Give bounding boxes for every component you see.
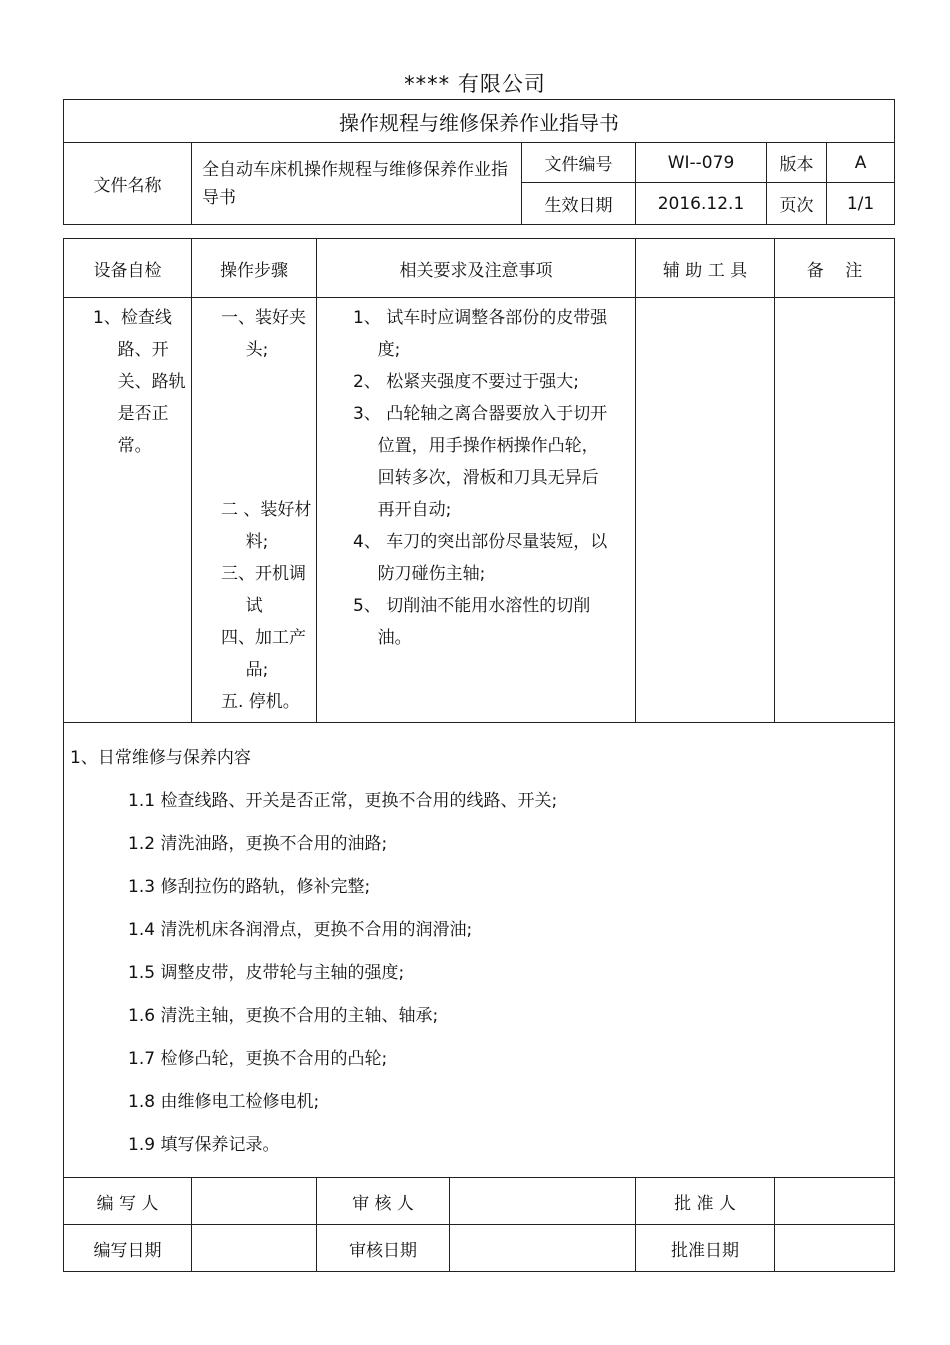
maintenance-item: 1.3 修刮拉伤的路轨，修补完整;	[128, 877, 371, 897]
self-check-item: 1、检查线路、开关、路轨是否正常。	[93, 308, 186, 456]
self-check-cell	[64, 298, 192, 723]
requirement-item: 4、 车刀的突出部份尽量装短，以防刀碰伤主轴;	[353, 532, 608, 584]
write-date-value	[192, 1225, 317, 1272]
page-value: 1/1	[827, 183, 895, 225]
version-value: A	[827, 143, 895, 183]
write-date-label: 编写日期	[64, 1225, 192, 1272]
maintenance-section	[64, 723, 895, 1178]
approver-label: 批 准 人	[636, 1178, 775, 1225]
maintenance-item: 1.7 检修凸轮，更换不合用的凸轮;	[128, 1049, 388, 1069]
maintenance-item: 1.1 检查线路、开关是否正常，更换不合用的线路、开关;	[128, 791, 558, 811]
step-item: 五. 停机。	[221, 692, 300, 712]
reviewer-label: 审 核 人	[317, 1178, 450, 1225]
maintenance-item: 1.6 清洗主轴，更换不合用的主轴、轴承;	[128, 1006, 439, 1026]
effective-date-value: 2016.12.1	[636, 183, 767, 225]
writer-label: 编 写 人	[64, 1178, 192, 1225]
approve-date-label: 批准日期	[636, 1225, 775, 1272]
requirements-cell	[317, 298, 636, 723]
writer-value	[192, 1178, 317, 1225]
reviewer-value	[450, 1178, 636, 1225]
step-item: 三、开机调试	[221, 564, 306, 616]
requirement-item: 1、 试车时应调整各部份的皮带强度;	[353, 308, 608, 360]
review-date-label: 审核日期	[317, 1225, 450, 1272]
remarks-cell	[775, 298, 895, 723]
col-header-tools: 辅 助 工 具	[636, 239, 775, 298]
step-item: 二 、装好材料;	[221, 500, 312, 552]
maintenance-item: 1.9 填写保养记录。	[128, 1135, 280, 1155]
approve-date-value	[775, 1225, 895, 1272]
document-title: 操作规程与维修保养作业指导书	[64, 100, 895, 143]
approver-value	[775, 1178, 895, 1225]
company-name: **** 有限公司	[404, 72, 546, 96]
file-name-label: 文件名称	[64, 143, 192, 225]
col-header-steps: 操作步骤	[192, 239, 317, 298]
requirement-item: 3、 凸轮轴之离合器要放入于切开位置，用手操作柄操作凸轮，回转多次，滑板和刀具无异后再开自动;	[353, 404, 608, 520]
step-item: 四、加工产品;	[221, 628, 306, 680]
procedure-table	[63, 238, 895, 1272]
maintenance-item: 1.4 清洗机床各润滑点，更换不合用的润滑油;	[128, 920, 473, 940]
requirement-item: 2、 松紧夹强度不要过于强大;	[353, 372, 579, 392]
version-label: 版本	[767, 143, 827, 183]
steps-cell	[192, 298, 317, 723]
effective-date-label: 生效日期	[522, 183, 636, 225]
maintenance-item: 1.5 调整皮带，皮带轮与主轴的强度;	[128, 963, 405, 983]
maintenance-heading: 1、日常维修与保养内容	[70, 748, 251, 768]
col-header-self-check: 设备自检	[64, 239, 192, 298]
step-item: 一、装好夹头;	[221, 308, 306, 360]
maintenance-item: 1.8 由维修电工检修电机;	[128, 1092, 320, 1112]
requirement-item: 5、 切削油不能用水溶性的切削油。	[353, 596, 591, 648]
page-label: 页次	[767, 183, 827, 225]
maintenance-item: 1.2 清洗油路，更换不合用的油路;	[128, 834, 388, 854]
review-date-value	[450, 1225, 636, 1272]
file-no-value: WI--079	[636, 143, 767, 183]
tools-cell	[636, 298, 775, 723]
file-name-value: 全自动车床机操作规程与维修保养作业指导书	[192, 143, 522, 225]
file-no-label: 文件编号	[522, 143, 636, 183]
col-header-remarks: 备 注	[775, 239, 895, 298]
document-header-table	[63, 99, 895, 225]
col-header-requirements: 相关要求及注意事项	[317, 239, 636, 298]
